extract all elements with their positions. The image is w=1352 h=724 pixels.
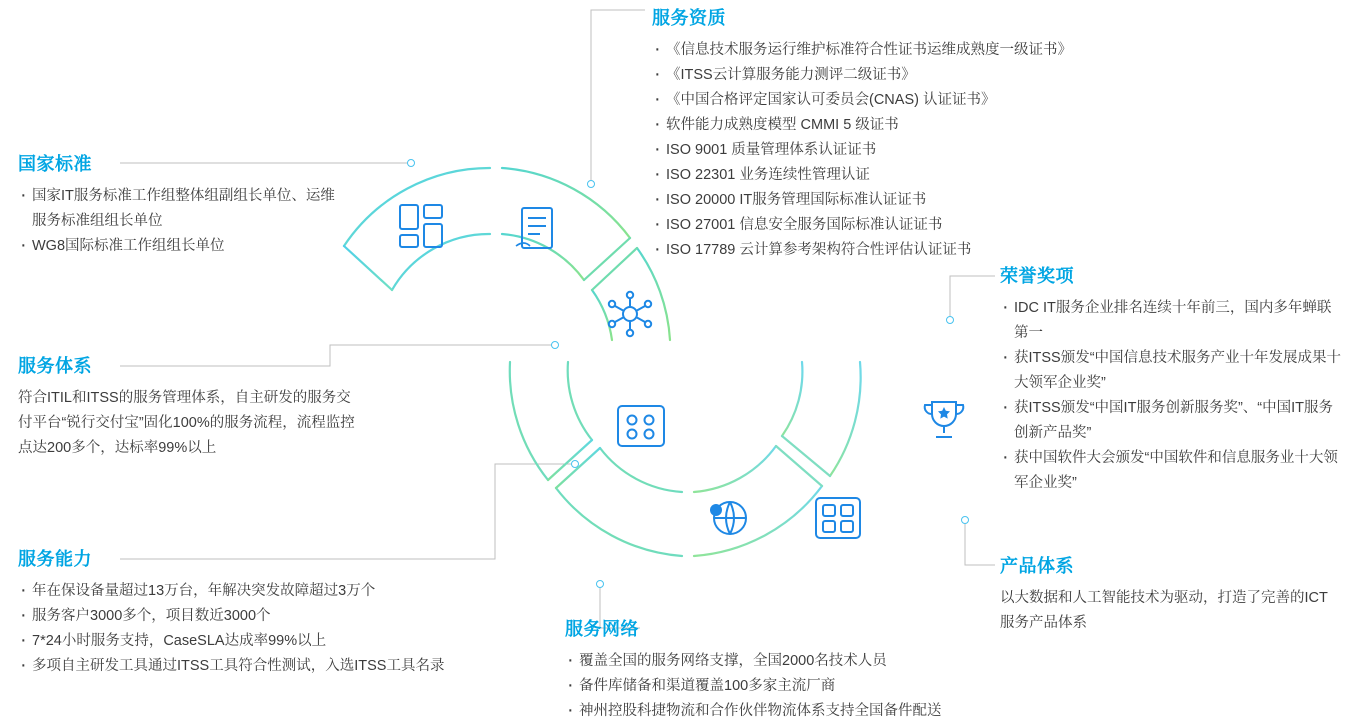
service-capability-list xyxy=(18,579,538,679)
list-item: · 多项自主研发工具通过ITSS工具符合性测试，入选ITSS工具名录 xyxy=(18,654,538,679)
qualification-list xyxy=(652,38,1212,263)
block-honor-award xyxy=(1000,262,1345,496)
list-item: · 获ITSS颁发“中国信息技术服务产业十年发展成果十大领军企业奖” xyxy=(1000,346,1345,396)
block-text: 符合ITIL和ITSS的服务管理体系，自主研发的服务交付平台“锐行交付宝”固化100%的服务流程，流程监控点达200多个，达标率99%以上 xyxy=(18,390,355,456)
list-item: · 年在保设备量超过13万台，年解决突发故障超过3万个 xyxy=(18,579,538,604)
list-item: · 7*24小时服务支持，CaseSLA达成率99%以上 xyxy=(18,629,538,654)
list-item: · 软件能力成熟度模型 CMMI 5 级证书 xyxy=(652,113,1212,138)
list-item: · 服务客户3000多个，项目数近3000个 xyxy=(18,604,538,629)
list-item: · ISO 9001 质量管理体系认证证书 xyxy=(652,138,1212,163)
list-item: · 《信息技术服务运行维护标准符合性证书运维成熟度一级证书》 xyxy=(652,38,1212,63)
block-national-standard xyxy=(18,150,348,259)
list-item: · 《ITSS云计算服务能力测评二级证书》 xyxy=(652,63,1212,88)
block-title: 服务网络 xyxy=(565,619,639,639)
list-item: · ISO 17789 云计算参考架构符合性评估认证证书 xyxy=(652,238,1212,263)
list-item: · ISO 27001 信息安全服务国际标准认证证书 xyxy=(652,213,1212,238)
list-item: · ISO 22301 业务连续性管理认证 xyxy=(652,163,1212,188)
block-title: 产品体系 xyxy=(1000,556,1074,576)
list-item: · 覆盖全国的服务网络支撑，全国2000名技术人员 xyxy=(565,649,1085,674)
block-title: 服务资质 xyxy=(652,8,726,28)
list-item: · WG8国际标准工作组组长单位 xyxy=(18,234,348,259)
honor-list xyxy=(1000,296,1345,496)
list-item: · ISO 20000 IT服务管理国际标准认证证书 xyxy=(652,188,1212,213)
service-network-list xyxy=(565,649,1085,724)
block-title: 荣誉奖项 xyxy=(1000,266,1074,286)
block-service-capability xyxy=(18,545,538,679)
list-item: · 获ITSS颁发“中国IT服务创新服务奖”、“中国IT服务创新产品奖” xyxy=(1000,396,1345,446)
list-item: · 神州控股科捷物流和合作伙伴物流体系支持全国备件配送 xyxy=(565,699,1085,724)
block-product-system xyxy=(1000,552,1340,636)
block-service-qualification xyxy=(652,4,1212,263)
list-item: · 《中国合格评定国家认可委员会(CNAS) 认证证书》 xyxy=(652,88,1212,113)
list-item: · 国家IT服务标准工作组整体组副组长单位、运维服务标准组组长单位 xyxy=(18,184,348,234)
block-service-system xyxy=(18,352,358,461)
list-item: · 获中国软件大会颁发“中国软件和信息服务业十大领军企业奖” xyxy=(1000,446,1345,496)
block-title: 服务能力 xyxy=(18,549,92,569)
national-standard-list xyxy=(18,184,348,259)
block-title: 国家标准 xyxy=(18,154,92,174)
list-item: · 备件库储备和渠道覆盖100多家主流厂商 xyxy=(565,674,1085,699)
block-title: 服务体系 xyxy=(18,356,92,376)
block-text: 以大数据和人工智能技术为驱动，打造了完善的ICT服务产品体系 xyxy=(1000,590,1328,631)
list-item: · IDC IT服务企业排名连续十年前三，国内多年蝉联第一 xyxy=(1000,296,1345,346)
